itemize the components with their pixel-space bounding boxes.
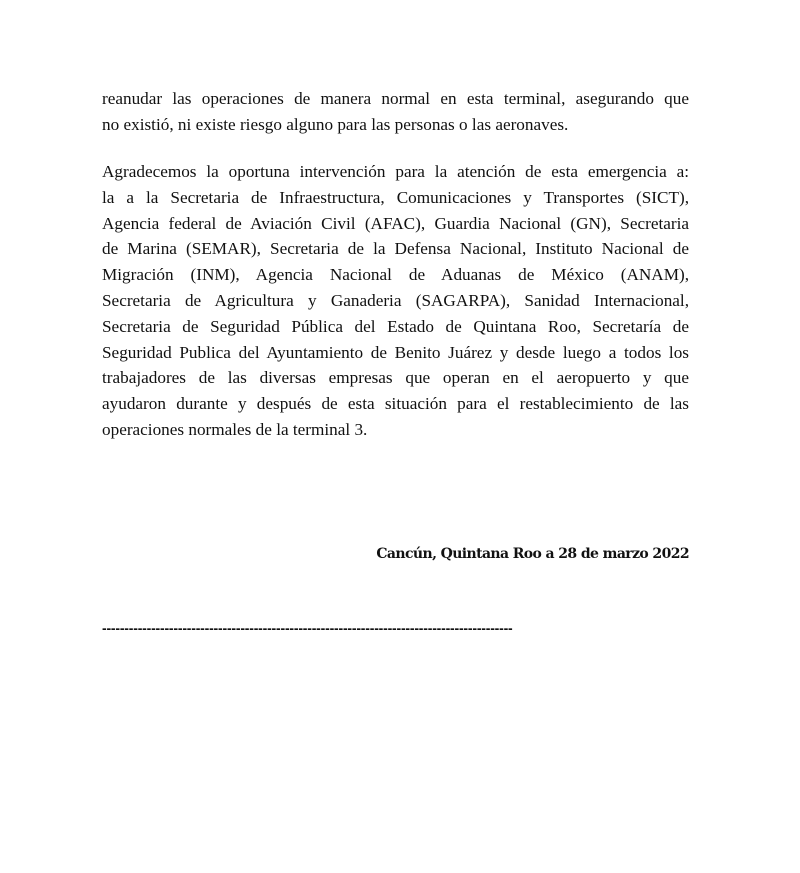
paragraph-line: no existió, ni existe riesgo alguno para las personas o las aeronaves.	[102, 114, 569, 134]
paragraph-line: Secretaria de Agricultura y Ganaderia (SAGARPA), Sanidad Internacional,	[102, 290, 689, 310]
paragraph-line: Seguridad Publica del Ayuntamiento de Benito Juárez y desde luego a todos los	[102, 342, 689, 362]
paragraph-line: operaciones normales de la terminal 3.	[102, 419, 368, 439]
paragraph-line: Agradecemos la oportuna intervención para la atención de esta emergencia a:	[102, 162, 689, 181]
paragraph-line: la a la Secretaria de Infraestructura, Comunicaciones y Transportes (SICT),	[102, 187, 689, 207]
paragraph-acknowledgements	[102, 159, 689, 443]
paragraph-operations-resumed	[102, 86, 689, 138]
paragraph-line: reanudar las operaciones de manera normal en esta terminal, asegurando que	[102, 89, 689, 108]
dashed-separator: --------------------------------------------------------------------------------------------	[102, 620, 513, 636]
paragraph-line: Secretaria de Seguridad Pública del Estado de Quintana Roo, Secretaría de	[102, 316, 689, 336]
place-and-date: Cancún, Quintana Roo a 28 de marzo 2022	[376, 546, 689, 562]
paragraph-line: de Marina (SEMAR), Secretaria de la Defensa Nacional, Instituto Nacional de	[102, 239, 689, 259]
paragraph-line: trabajadores de las diversas empresas que operan en el aeropuerto y que	[102, 368, 689, 388]
paragraph-line: Migración (INM), Agencia Nacional de Aduanas de México (ANAM),	[102, 265, 689, 285]
paragraph-line: ayudaron durante y después de esta situación para el restablecimiento de las	[102, 394, 689, 414]
paragraph-line: Agencia federal de Aviación Civil (AFAC), Guardia Nacional (GN), Secretaria	[102, 213, 689, 233]
